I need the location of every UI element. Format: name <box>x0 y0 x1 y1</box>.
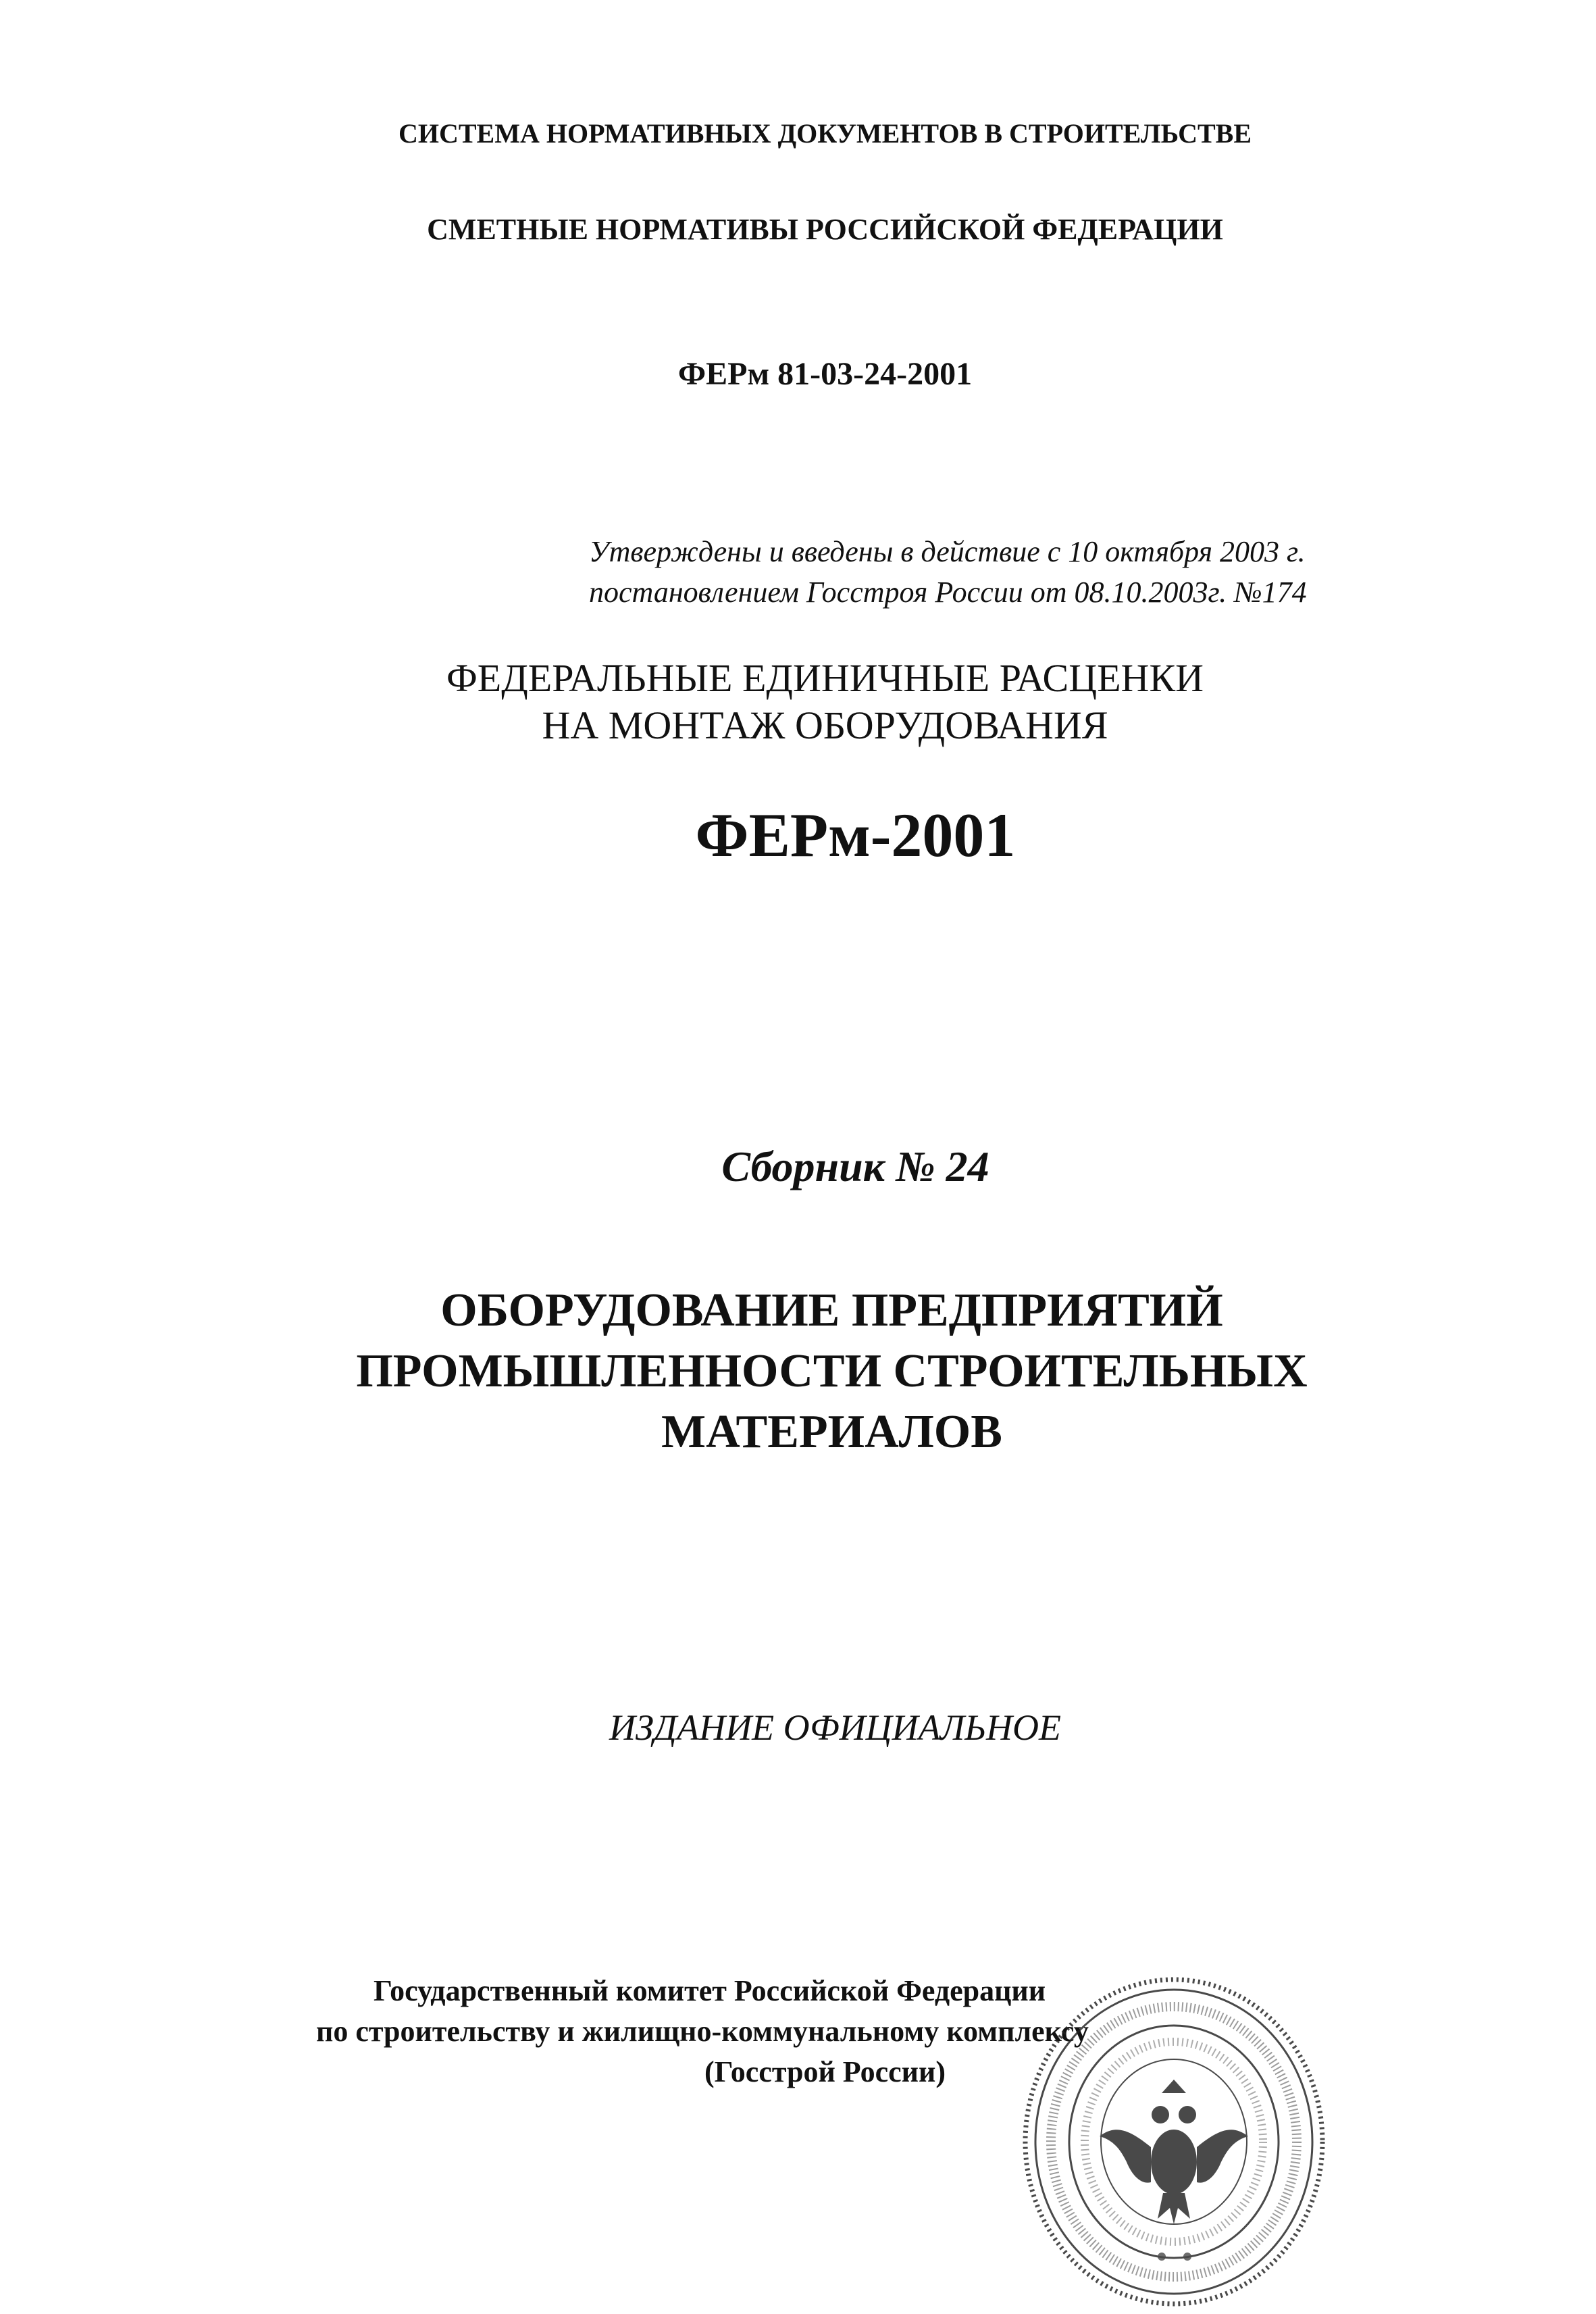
official-edition-label: ИЗДАНИЕ ОФИЦИАЛЬНОЕ <box>609 1707 1061 1748</box>
equipment-title-line-3: МАТЕРИАЛОВ <box>661 1406 1002 1458</box>
equipment-title-line-2: ПРОМЫШЛЕННОСТИ СТРОИТЕЛЬНЫХ <box>356 1345 1308 1397</box>
ferm-title: ФЕРм-2001 <box>695 801 1016 870</box>
federal-title-line-2: НА МОНТАЖ ОБОРУДОВАНИЯ <box>542 703 1108 747</box>
publisher-line-2: по строительству и жилищно-коммунальному комплексу <box>316 2015 1089 2048</box>
federal-title-line-1: ФЕДЕРАЛЬНЫЕ ЕДИНИЧНЫЕ РАСЦЕНКИ <box>446 656 1204 700</box>
official-seal-stamp <box>1013 1959 1331 2311</box>
double-headed-eagle-icon <box>1100 2080 1248 2224</box>
series-title: СИСТЕМА НОРМАТИВНЫХ ДОКУМЕНТОВ В СТРОИТЕЛЬСТВЕ <box>398 118 1252 149</box>
standards-title: СМЕТНЫЕ НОРМАТИВЫ РОССИЙСКОЙ ФЕДЕРАЦИИ <box>427 213 1223 246</box>
approval-note-line-2: постановлением Госстроя России от 08.10.2003г. №174 <box>589 576 1307 609</box>
equipment-title-line-1: ОБОРУДОВАНИЕ ПРЕДПРИЯТИЙ <box>440 1284 1223 1336</box>
collection-number: Сборник № 24 <box>721 1142 989 1190</box>
approval-note-line-1: Утверждены и введены в действие с 10 октября 2003 г. <box>589 535 1306 568</box>
document-code: ФЕРм 81-03-24-2001 <box>677 356 973 392</box>
publisher-line-1: Государственный комитет Российской Федерации <box>374 1974 1046 2007</box>
publisher-line-3: (Госстрой России) <box>704 2055 946 2088</box>
